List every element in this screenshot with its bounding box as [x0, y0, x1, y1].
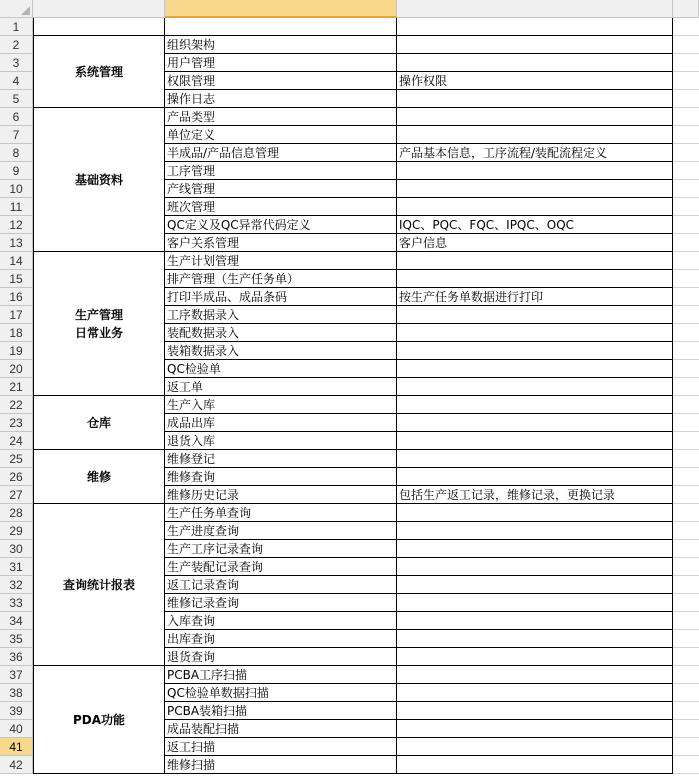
row-header-17[interactable]: 17 [0, 306, 33, 324]
function-name-cell[interactable]: 操作日志 [165, 90, 397, 108]
empty-cell-d[interactable] [673, 432, 699, 450]
row-header-11[interactable]: 11 [0, 198, 33, 216]
empty-cell-d[interactable] [673, 522, 699, 540]
empty-cell-d[interactable] [673, 738, 699, 756]
empty-cell-d[interactable] [673, 396, 699, 414]
remark-cell[interactable] [397, 90, 673, 108]
empty-cell-d[interactable] [673, 486, 699, 504]
row-header-5[interactable]: 5 [0, 90, 33, 108]
row-header-18[interactable]: 18 [0, 324, 33, 342]
row-header-36[interactable]: 36 [0, 648, 33, 666]
module-label: 生产管理 日常业务 [74, 307, 123, 340]
function-name-cell[interactable]: 半成品/产品信息管理 [165, 144, 397, 162]
module-label: 维修 [86, 469, 111, 484]
empty-cell-d[interactable] [673, 252, 699, 270]
module-label: 查询统计报表 [62, 577, 135, 592]
function-name-cell[interactable]: 维修查询 [165, 468, 397, 486]
function-name-cell[interactable]: 单位定义 [165, 126, 397, 144]
empty-cell-d[interactable] [673, 504, 699, 522]
empty-cell-d[interactable] [673, 630, 699, 648]
remark-cell[interactable] [397, 450, 673, 468]
remark-cell[interactable] [397, 414, 673, 432]
remark-cell[interactable] [397, 630, 673, 648]
function-name-cell[interactable]: 返工记录查询 [165, 576, 397, 594]
function-name-cell[interactable]: 退货入库 [165, 432, 397, 450]
empty-cell-d[interactable] [673, 612, 699, 630]
empty-cell-d[interactable] [673, 234, 699, 252]
row-header-1[interactable]: 1 [0, 18, 33, 36]
row-header-25[interactable]: 25 [0, 450, 33, 468]
function-name-cell[interactable]: QC检验单数据扫描 [165, 684, 397, 702]
row-header-33[interactable]: 33 [0, 594, 33, 612]
row-header-29[interactable]: 29 [0, 522, 33, 540]
empty-cell-d[interactable] [673, 270, 699, 288]
remark-cell[interactable]: 包括生产返工记录，维修记录，更换记录 [397, 486, 673, 504]
function-name-cell[interactable]: 组织架构 [165, 36, 397, 54]
column-header-blank [673, 0, 699, 18]
function-name-cell[interactable]: 生产装配记录查询 [165, 558, 397, 576]
function-name-cell[interactable]: 生产任务单查询 [165, 504, 397, 522]
remark-cell[interactable] [397, 36, 673, 54]
row-header-21[interactable]: 21 [0, 378, 33, 396]
empty-cell-d[interactable] [673, 450, 699, 468]
remark-cell[interactable] [397, 504, 673, 522]
remark-cell[interactable] [397, 540, 673, 558]
empty-cell-d[interactable] [673, 342, 699, 360]
empty-cell-d[interactable] [673, 198, 699, 216]
module-cell[interactable] [33, 504, 165, 666]
row-header-3[interactable]: 3 [0, 54, 33, 72]
row-header-30[interactable]: 30 [0, 540, 33, 558]
row-header-19[interactable]: 19 [0, 342, 33, 360]
row-header-40[interactable]: 40 [0, 720, 33, 738]
empty-cell-d[interactable] [673, 576, 699, 594]
empty-cell-d[interactable] [673, 594, 699, 612]
empty-cell-d[interactable] [673, 18, 699, 36]
empty-cell-d[interactable] [673, 162, 699, 180]
function-name-cell[interactable]: 班次管理 [165, 198, 397, 216]
module-cell[interactable] [33, 396, 165, 450]
row-header-28[interactable]: 28 [0, 504, 33, 522]
empty-cell-d[interactable] [673, 468, 699, 486]
row-header-6[interactable]: 6 [0, 108, 33, 126]
module-label: 基础资料 [74, 172, 123, 187]
function-name-cell[interactable]: 装配数据录入 [165, 324, 397, 342]
remark-cell[interactable] [397, 738, 673, 756]
remark-cell[interactable] [397, 198, 673, 216]
function-name-cell[interactable]: 生产入库 [165, 396, 397, 414]
remark-cell[interactable] [397, 468, 673, 486]
function-name-cell[interactable]: 工序管理 [165, 162, 397, 180]
row-header-13[interactable]: 13 [0, 234, 33, 252]
module-cell[interactable] [33, 36, 165, 108]
function-name-cell[interactable]: 客户关系管理 [165, 234, 397, 252]
header-cell-b[interactable] [165, 18, 397, 36]
empty-cell-d[interactable] [673, 36, 699, 54]
remark-cell[interactable] [397, 180, 673, 198]
function-name-cell[interactable]: 维修扫描 [165, 756, 397, 774]
function-name-cell[interactable]: 用户管理 [165, 54, 397, 72]
empty-cell-d[interactable] [673, 720, 699, 738]
empty-cell-d[interactable] [673, 378, 699, 396]
remark-cell[interactable]: 产品基本信息，工序流程/装配流程定义 [397, 144, 673, 162]
module-label: PDA功能 [72, 712, 126, 727]
function-name-cell[interactable]: 返工扫描 [165, 738, 397, 756]
empty-cell-d[interactable] [673, 72, 699, 90]
remark-cell[interactable]: IQC、PQC、FQC、IPQC、OQC [397, 216, 673, 234]
row-header-39[interactable]: 39 [0, 702, 33, 720]
row-header-15[interactable]: 15 [0, 270, 33, 288]
empty-cell-d[interactable] [673, 144, 699, 162]
function-name-cell[interactable]: 产线管理 [165, 180, 397, 198]
row-header-16[interactable]: 16 [0, 288, 33, 306]
row-header-22[interactable]: 22 [0, 396, 33, 414]
function-name-cell[interactable]: 维修历史记录 [165, 486, 397, 504]
function-name-cell[interactable]: 成品装配扫描 [165, 720, 397, 738]
empty-cell-d[interactable] [673, 666, 699, 684]
remark-cell[interactable] [397, 684, 673, 702]
function-name-cell[interactable]: 生产工序记录查询 [165, 540, 397, 558]
row-header-27[interactable]: 27 [0, 486, 33, 504]
function-name-cell[interactable]: 成品出库 [165, 414, 397, 432]
empty-cell-d[interactable] [673, 414, 699, 432]
empty-cell-d[interactable] [673, 558, 699, 576]
function-name-cell[interactable]: PCBA工序扫描 [165, 666, 397, 684]
empty-cell-d[interactable] [673, 648, 699, 666]
remark-cell[interactable] [397, 342, 673, 360]
function-name-cell[interactable]: 维修记录查询 [165, 594, 397, 612]
row-header-26[interactable]: 26 [0, 468, 33, 486]
empty-cell-d[interactable] [673, 126, 699, 144]
function-name-cell[interactable]: 出库查询 [165, 630, 397, 648]
module-cell[interactable] [33, 450, 165, 504]
remark-cell[interactable] [397, 126, 673, 144]
remark-cell[interactable] [397, 522, 673, 540]
row-header-20[interactable]: 20 [0, 360, 33, 378]
header-cell-a[interactable] [33, 18, 165, 36]
module-label: 仓库 [86, 415, 111, 430]
module-cell[interactable] [33, 252, 165, 396]
empty-cell-d[interactable] [673, 108, 699, 126]
row-header-10[interactable]: 10 [0, 180, 33, 198]
empty-cell-d[interactable] [673, 306, 699, 324]
empty-cell-d[interactable] [673, 756, 699, 774]
empty-cell-d[interactable] [673, 288, 699, 306]
function-name-cell[interactable]: QC定义及QC异常代码定义 [165, 216, 397, 234]
remark-cell[interactable]: 操作权限 [397, 72, 673, 90]
empty-cell-d[interactable] [673, 90, 699, 108]
remark-cell[interactable] [397, 576, 673, 594]
function-name-cell[interactable]: 生产进度查询 [165, 522, 397, 540]
remark-cell[interactable] [397, 432, 673, 450]
empty-cell-d[interactable] [673, 684, 699, 702]
remark-cell[interactable] [397, 306, 673, 324]
row-header-7[interactable]: 7 [0, 126, 33, 144]
remark-cell[interactable] [397, 378, 673, 396]
module-cell[interactable] [33, 108, 165, 252]
column-header-c[interactable] [397, 0, 673, 18]
remark-cell[interactable] [397, 270, 673, 288]
row-header-37[interactable]: 37 [0, 666, 33, 684]
function-name-cell[interactable]: 装箱数据录入 [165, 342, 397, 360]
empty-cell-d[interactable] [673, 324, 699, 342]
header-cell-c[interactable] [397, 18, 673, 36]
row-header-2[interactable]: 2 [0, 36, 33, 54]
row-header-23[interactable]: 23 [0, 414, 33, 432]
function-name-cell[interactable]: 排产管理（生产任务单） [165, 270, 397, 288]
remark-cell[interactable] [397, 666, 673, 684]
column-header-b[interactable] [165, 0, 397, 18]
empty-cell-d[interactable] [673, 360, 699, 378]
remark-cell[interactable] [397, 252, 673, 270]
row-header-32[interactable]: 32 [0, 576, 33, 594]
remark-cell[interactable] [397, 360, 673, 378]
empty-cell-d[interactable] [673, 216, 699, 234]
row-header-42[interactable]: 42 [0, 756, 33, 774]
remark-cell[interactable] [397, 558, 673, 576]
remark-cell[interactable] [397, 612, 673, 630]
row-header-12[interactable]: 12 [0, 216, 33, 234]
function-name-cell[interactable]: QC检验单 [165, 360, 397, 378]
row-header-9[interactable]: 9 [0, 162, 33, 180]
function-name-cell[interactable]: PCBA装箱扫描 [165, 702, 397, 720]
remark-cell[interactable] [397, 324, 673, 342]
remark-cell[interactable] [397, 648, 673, 666]
remark-cell[interactable]: 按生产任务单数据进行打印 [397, 288, 673, 306]
function-name-cell[interactable]: 打印半成品、成品条码 [165, 288, 397, 306]
select-all-corner[interactable] [0, 0, 33, 18]
function-name-cell[interactable]: 工序数据录入 [165, 306, 397, 324]
remark-cell[interactable]: 客户信息 [397, 234, 673, 252]
function-name-cell[interactable]: 产品类型 [165, 108, 397, 126]
row-header-14[interactable]: 14 [0, 252, 33, 270]
empty-cell-d[interactable] [673, 54, 699, 72]
remark-cell[interactable] [397, 108, 673, 126]
row-header-34[interactable]: 34 [0, 612, 33, 630]
row-header-31[interactable]: 31 [0, 558, 33, 576]
empty-cell-d[interactable] [673, 540, 699, 558]
function-name-cell[interactable]: 维修登记 [165, 450, 397, 468]
remark-cell[interactable] [397, 756, 673, 774]
row-header-38[interactable]: 38 [0, 684, 33, 702]
function-name-cell[interactable]: 返工单 [165, 378, 397, 396]
remark-cell[interactable] [397, 720, 673, 738]
function-name-cell[interactable]: 退货查询 [165, 648, 397, 666]
remark-cell[interactable] [397, 162, 673, 180]
module-cell[interactable] [33, 666, 165, 774]
row-header-4[interactable]: 4 [0, 72, 33, 90]
remark-cell[interactable] [397, 396, 673, 414]
empty-cell-d[interactable] [673, 702, 699, 720]
row-header-35[interactable]: 35 [0, 630, 33, 648]
row-header-8[interactable]: 8 [0, 144, 33, 162]
function-name-cell[interactable]: 入库查询 [165, 612, 397, 630]
row-header-41[interactable]: 41 [0, 738, 33, 756]
remark-cell[interactable] [397, 702, 673, 720]
remark-cell[interactable] [397, 594, 673, 612]
module-label: 系统管理 [74, 64, 123, 79]
row-header-24[interactable]: 24 [0, 432, 33, 450]
empty-cell-d[interactable] [673, 180, 699, 198]
column-header-a[interactable] [33, 0, 165, 18]
remark-cell[interactable] [397, 54, 673, 72]
function-name-cell[interactable]: 权限管理 [165, 72, 397, 90]
function-name-cell[interactable]: 生产计划管理 [165, 252, 397, 270]
